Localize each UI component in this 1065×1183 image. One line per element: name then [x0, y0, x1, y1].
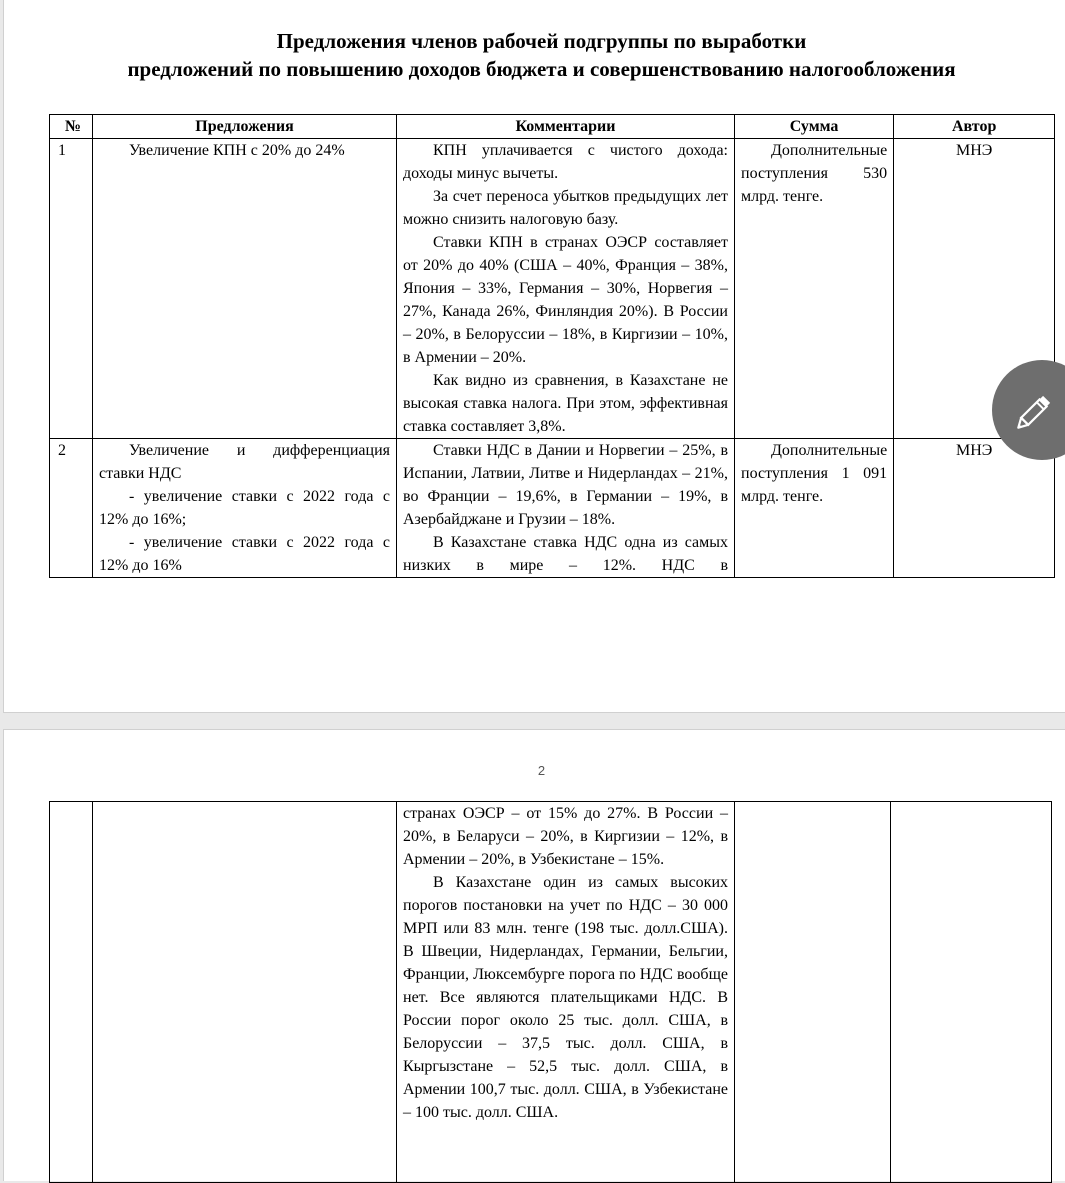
- amount-text: Дополнительные поступления 1 091 млрд. тенге.: [741, 442, 888, 505]
- row-author: МНЭ: [894, 439, 1055, 578]
- row-number: [50, 802, 93, 1183]
- row-comments: [397, 439, 735, 578]
- row-amount: [735, 139, 894, 439]
- row-author: МНЭ: [894, 139, 1055, 439]
- row-number: 2: [50, 439, 93, 578]
- proposal-text: - увеличение ставки с 2022 года с 12% до 16%: [99, 534, 390, 574]
- table-header-row: [50, 115, 1055, 139]
- amount-text: Дополнительные поступления 530 млрд. тенге.: [741, 142, 888, 205]
- row-amount: [735, 802, 891, 1183]
- document-title: [4, 27, 1065, 83]
- page-number: 2: [537, 763, 546, 778]
- row-proposal: [93, 439, 397, 578]
- row-comments: [397, 802, 735, 1183]
- table-row: [50, 139, 1055, 439]
- row-proposal: [93, 139, 397, 439]
- table-row: [50, 439, 1055, 578]
- proposal-text: - увеличение ставки с 2022 года с 12% до 16%;: [99, 488, 390, 528]
- document-page-1: [3, 0, 1065, 713]
- comment-paragraph: Как видно из сравнения, в Казахстане не высокая ставка налога. При этом, эффективная ставка составляет 3,8%.: [403, 372, 728, 435]
- comment-paragraph: За счет переноса убытков предыдущих лет можно снизить налоговую базу.: [403, 188, 728, 228]
- row-comments: [397, 139, 735, 439]
- comment-paragraph: В Казахстане ставка НДС одна из самых низких в мире – 12%. НДС в: [403, 534, 728, 574]
- proposal-text: Увеличение и дифференциация ставки НДС: [99, 442, 390, 482]
- comment-paragraph: странах ОЭСР – от 15% до 27%. В России – 20%, в Беларуси – 20%, в Киргизии – 12%, в Армении – 20%, в Узбекистане – 15%.: [403, 805, 728, 868]
- comment-paragraph: КПН уплачивается с чистого дохода: доходы минус вычеты.: [403, 142, 728, 182]
- proposal-text: Увеличение КПН с 20% до 24%: [129, 142, 345, 159]
- header-author: Автор: [894, 115, 1055, 139]
- row-author: [891, 802, 1052, 1183]
- comment-paragraph: Ставки КПН в странах ОЭСР составляет от 20% до 40% (США – 40%, Франция – 38%, Япония – 33%, Германия – 30%, Норвегия – 27%, Канада 26%, Финляндия 20%). В России – 20%, в Белоруссии – 18%, в Киргизии – 10%, в Армении – 20%.: [403, 234, 728, 366]
- title-line-1: Предложения членов рабочей подгруппы по выработки: [276, 29, 807, 53]
- row-number: 1: [50, 139, 93, 439]
- header-proposals: Предложения: [93, 115, 397, 139]
- table-row: [50, 802, 1052, 1183]
- row-proposal: [93, 802, 397, 1183]
- document-page-2: [3, 729, 1065, 1181]
- proposals-table-continued: [49, 801, 1052, 1183]
- pencil-icon: [1014, 388, 1058, 432]
- title-line-2: предложений по повышению доходов бюджета и совершенствованию налогообложения: [127, 57, 956, 81]
- comment-paragraph: В Казахстане один из самых высоких порогов постановки на учет по НДС – 30 000 МРП или 83 млн. тенге (198 тыс. долл.США). В Швеции, Нидерландах, Германии, Бельгии, Франции, Люксембурге порога по НДС вообще нет. Все являются плательщиками НДС. В России порог около 25 тыс. долл. США, в Белоруссии – 37,5 тыс. долл. США, в Кыргызстане – 52,5 тыс. долл. США, в Армении 100,7 тыс. долл. США, в Узбекистане – 100 тыс. долл. США.: [403, 874, 728, 1121]
- header-comments: Комментарии: [397, 115, 735, 139]
- row-amount: [735, 439, 894, 578]
- proposals-table: [49, 114, 1055, 578]
- comment-paragraph: Ставки НДС в Дании и Норвегии – 25%, в Испании, Латвии, Литве и Нидерландах – 21%, во Франции – 19,6%, в Германии – 19%, в Азербайджане и Грузии – 18%.: [403, 442, 728, 528]
- header-amount: Сумма: [735, 115, 894, 139]
- header-num: №: [50, 115, 93, 139]
